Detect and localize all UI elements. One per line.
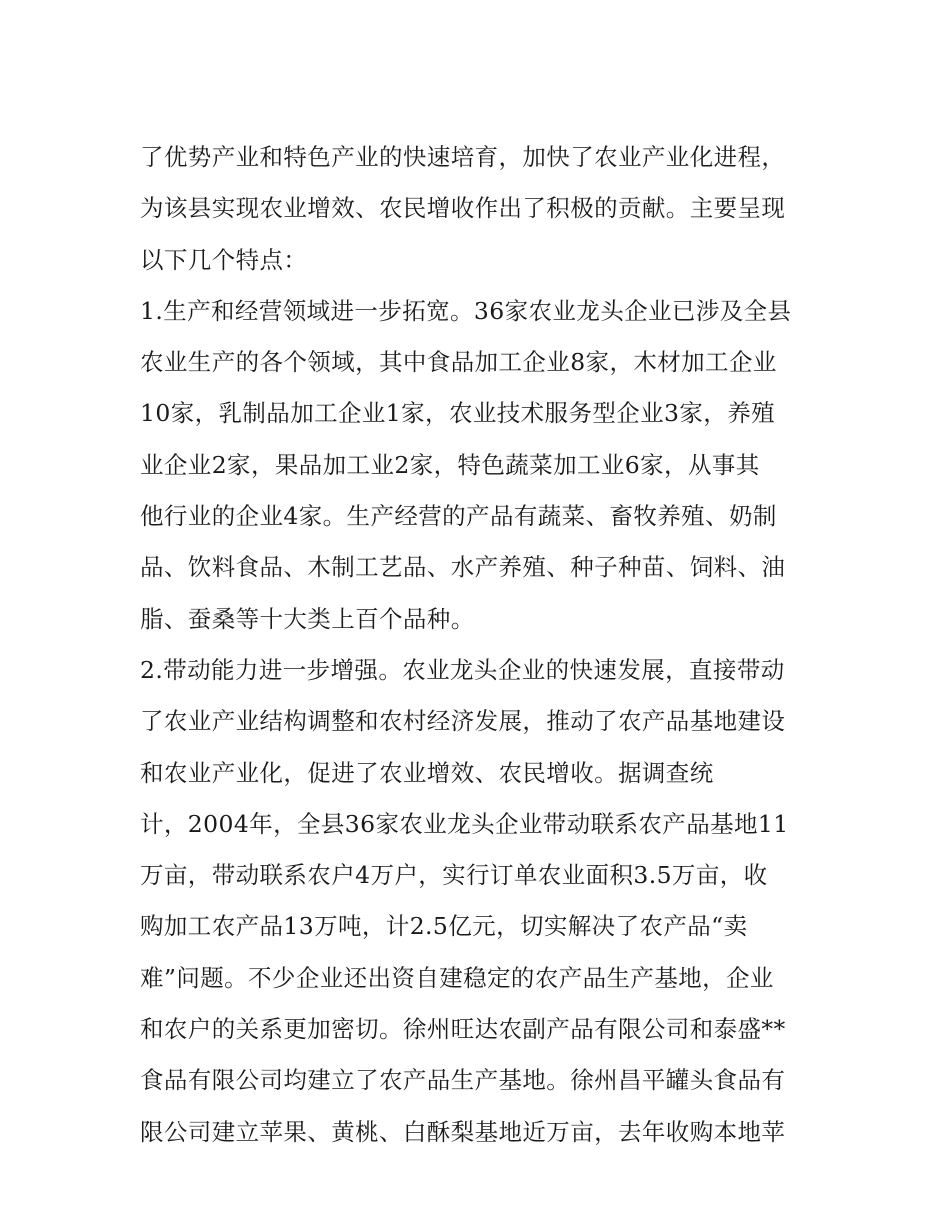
text-line: 他行业的企业4家。生产经营的产品有蔬菜、畜牧养殖、奶制: [140, 502, 777, 531]
text-line: 购加工农产品13万吨，计2.5亿元，切实解决了农产品“卖: [140, 912, 748, 941]
text-line: 品、饮料食品、木制工艺品、水产养殖、种子种苗、饲料、油: [140, 553, 786, 582]
text-line: 农业生产的各个领域，其中食品加工企业8家，木材加工企业: [140, 348, 777, 377]
text-line: 业企业2家，果品加工业2家，特色蔬菜加工业6家，从事其: [140, 450, 760, 479]
text-line: 了农业产业结构调整和农村经济发展，推动了农产品基地建设: [140, 707, 786, 736]
text-line: 1.生产和经营领域进一步拓宽。36家农业龙头企业已涉及全县: [140, 296, 792, 325]
text-line: 和农户的关系更加密切。徐州旺达农副产品有限公司和泰盛**: [140, 1015, 786, 1044]
text-line: 难”问题。不少企业还出资自建稳定的农产品生产基地，企业: [140, 963, 774, 992]
text-line: 了优势产业和特色产业的快速培育，加快了农业产业化进程，: [140, 143, 786, 171]
text-line: 计，2004年，全县36家农业龙头企业带动联系农产品基地11: [140, 809, 789, 838]
text-line: 10家，乳制品加工企业1家，农业技术服务型企业3家，养殖: [140, 399, 776, 428]
text-line: 万亩，带动联系农户4万户，实行订单农业面积3.5万亩，收: [140, 861, 768, 890]
text-line: 为该县实现农业增效、农民增收作出了积极的贡献。主要呈现: [140, 194, 786, 223]
text-line: 2.带动能力进一步增强。农业龙头企业的快速发展，直接带动: [140, 655, 785, 684]
text-line: 食品有限公司均建立了农产品生产基地。徐州昌平罐头食品有: [140, 1066, 786, 1095]
text-line: 以下几个特点：: [140, 245, 308, 274]
text-line: 限公司建立苹果、黄桃、白酥梨基地近万亩，去年收购本地苹: [140, 1117, 786, 1146]
body-text: [140, 132, 820, 1158]
text-line: 和农业产业化，促进了农业增效、农民增收。据调查统: [140, 758, 714, 787]
text-line: 脂、蚕桑等十大类上百个品种。: [140, 604, 475, 633]
